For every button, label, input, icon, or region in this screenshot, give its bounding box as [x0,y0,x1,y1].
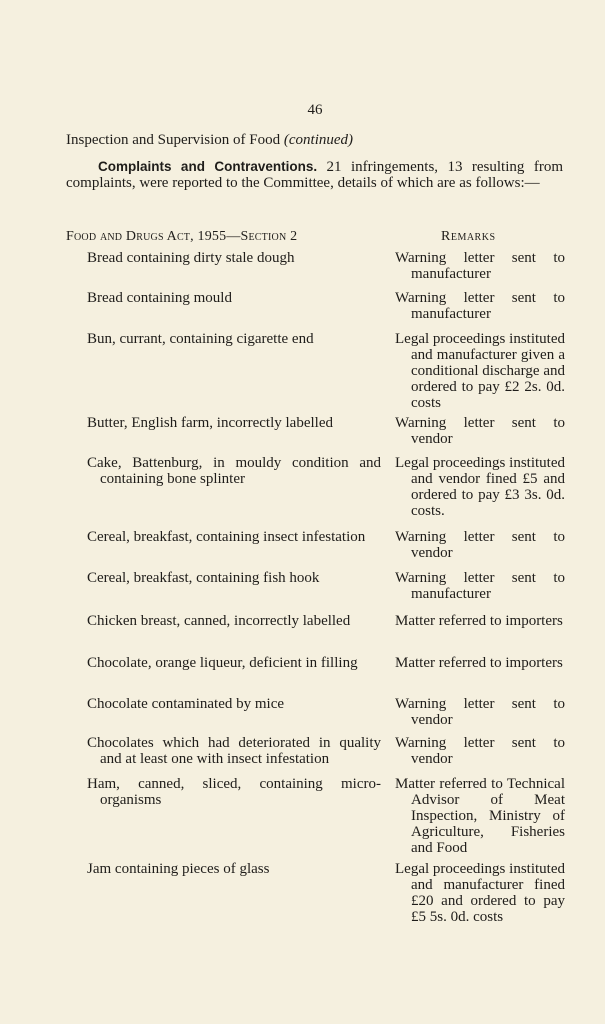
entry-remark: Legal proceedings instituted and manufacturer fined £20 and ordered to pay £5 5s. 0d. costs [395,861,565,925]
entry-remark: Warning letter sent to manufacturer [395,250,565,282]
entry-item: Cereal, breakfast, containing insect infestation [87,529,366,545]
page-number: 46 [307,102,323,118]
entry-remark: Warning letter sent to vendor [395,415,565,447]
entry-remark: Matter referred to importers [395,655,563,671]
entry-item: Bread containing dirty stale dough [87,250,295,266]
entry-remark: Matter referred to importers [395,613,563,629]
entry-item: Cereal, breakfast, containing fish hook [87,570,320,586]
intro-text: 21 infringements, 13 resulting from complaints, were reported to the Committee, details of which are as follows:— [66,159,563,191]
entry-remark: Warning letter sent to vendor [395,529,565,561]
entry-item: Chocolates which had deteriorated in quality and at least one with insect infestation [87,735,381,767]
entry-item: Bun, currant, containing cigarette end [87,331,314,347]
section-continued: (continued) [283,132,354,148]
intro-lead: Complaints and Contraventions. [98,159,318,174]
entry-remark: Warning letter sent to vendor [395,735,565,767]
entry-item: Chicken breast, canned, incorrectly labelled [87,613,351,629]
entry-remark: Legal proceedings instituted and manufacturer given a conditional discharge and ordered to pay £2 2s. 0d. costs [395,331,565,411]
entry-item: Jam containing pieces of glass [87,861,270,877]
section-title: Inspection and Supervision of Food [66,132,281,148]
entry-remark: Warning letter sent to manufacturer [395,290,565,322]
section-heading [66,132,353,149]
intro-paragraph [66,159,563,191]
entry-item: Chocolate contaminated by mice [87,696,285,712]
entry-remark: Warning letter sent to vendor [395,696,565,728]
entry-item: Bread containing mould [87,290,232,306]
entry-remark: Warning letter sent to manufacturer [395,570,565,602]
entry-item: Ham, canned, sliced, containing micro-organisms [87,776,381,808]
entry-item: Chocolate, orange liqueur, deficient in filling [87,655,358,671]
act-heading: Food and Drugs Act, 1955—Section 2 [66,229,298,244]
entry-item: Cake, Battenburg, in mouldy condition and containing bone splinter [87,455,381,487]
entry-item: Butter, English farm, incorrectly labelled [87,415,333,431]
remarks-heading: Remarks [441,229,496,244]
entry-remark: Matter referred to Technical Advisor of Meat Inspection, Ministry of Agriculture, Fisheries and Food [395,776,565,856]
entry-remark: Legal proceedings instituted and vendor fined £5 and ordered to pay £3 3s. 0d. costs. [395,455,565,519]
